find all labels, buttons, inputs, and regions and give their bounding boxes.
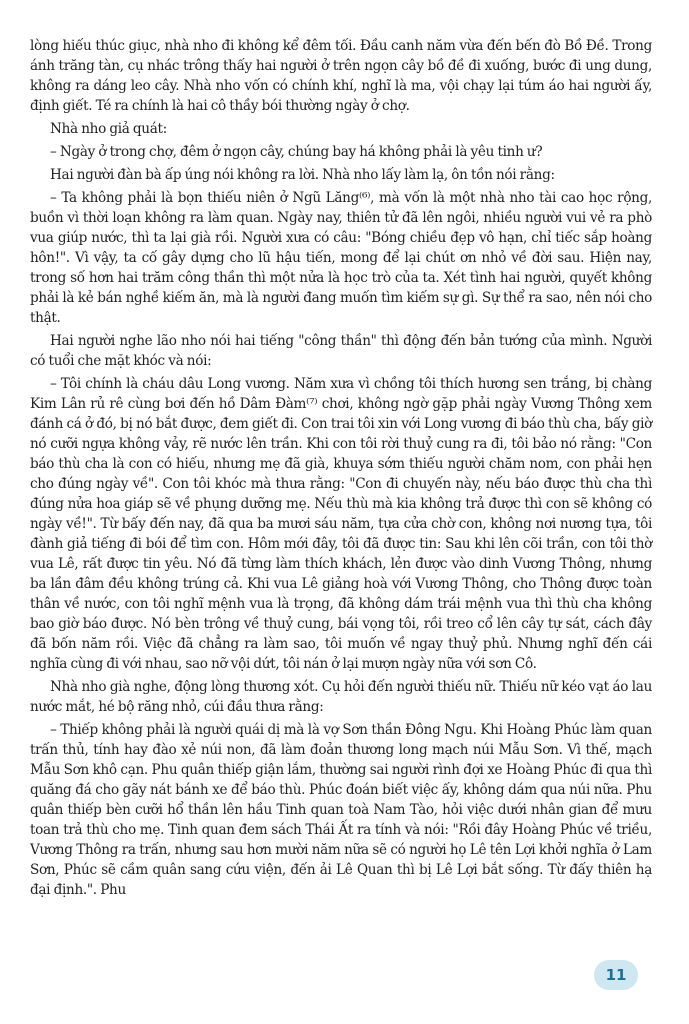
paragraph-3: – Ngày ở trong chợ, đêm ở ngọn cây, chúng bay há không phải là yêu tinh ư? <box>50 144 543 160</box>
paragraph-4: Hai người đàn bà ấp úng nói không ra lời. Nhà nho lấy làm lạ, ôn tồn nói rằng: <box>50 167 555 183</box>
page-body <box>30 36 652 903</box>
paragraph-6: Hai người nghe lão nho nói hai tiếng "công thần" thì động đến bản tướng của mình. Người có tuổi che mặt khóc và nói: <box>30 333 652 369</box>
paragraph-7: – Tôi chính là cháu dâu Long vương. Năm xưa vì chồng tôi thích hương sen trắng, bị chàng Kim Lân rủ rê cùng bơi đến hồ Dâm Đàm⁽⁷⁾ chơi, không ngờ gặp phải ngày Vương Thông xem đánh cá ở đó, bị nó bắt được, đem giết đi. Con trai tôi xin với Long vương đi báo thù cha, bấy giờ nó cưỡi ngựa không vảy, rẽ nước lên trần. Khi con tôi rời thuỷ cung ra đi, tôi bảo nó rằng: "Con báo thù cha là con có hiếu, nhưng mẹ đã già, khuya sớm thiếu người chăm nom, con phải hẹn cho đúng ngày về". Con tôi khóc mà thưa rằng: "Con đi chuyến này, nếu báo được thù cha thì đúng nửa hoa giáp sẽ về phụng dưỡng mẹ. Nếu thù mà kia không trả được thì con sẽ không có ngày về!". Từ bấy đến nay, đã qua ba mươi sáu năm, tựa cửa chờ con, không nơi nương tựa, tôi đành giả tiếng đi bói để tìm con. Hôm mới đây, tôi đã được tin: Sau khi lên cõi trần, con tôi thờ vua Lê, rất được tin yêu. Nó đã từng làm thích khách, lẻn được vào dinh Vương Thông, nhưng ba lần đâm đều không trúng cả. Khi vua Lê giảng hoà với Vương Thông, cho Thông được toàn thân về nước, con tôi nghĩ mệnh vua là trọng, đã không dám trái mệnh vua thì thù cha không bao giờ báo được. Nó bèn trông về thuỷ cung, bái vọng tôi, rồi treo cổ lên cây tự sát, cách đây đã bốn năm rồi. Việc đã chẳng ra làm sao, tôi muốn về ngay thuỷ phủ. Nhưng nghĩ đến cái nghĩa cùng đi với nhau, sao nỡ vội dứt, tôi nán ở lại mượn ngày nữa với sơn Cô. <box>30 376 652 672</box>
paragraph-8: Nhà nho già nghe, động lòng thương xót. Cụ hỏi đến người thiếu nữ. Thiếu nữ kéo vạt áo lau nước mắt, hé bộ răng nhỏ, cúi đầu thưa rằng: <box>30 679 652 715</box>
paragraph-9: – Thiếp không phải là người quái dị mà là vợ Sơn thần Đông Ngu. Khi Hoàng Phúc làm quan trấn thủ, tính hay đào xẻ núi non, đã làm đoản thương long mạch núi Mẫu Sơn. Vì thế, mạch Mẫu Sơn khô cạn. Phu quân thiếp giận lắm, thường sai người rình đợi xe Hoàng Phúc đi qua thì quăng đá cho gãy nát bánh xe để báo thù. Phúc đoán biết việc ấy, không dám qua núi nữa. Phu quân thiếp bèn cưỡi hổ thần lên hầu Tinh quan toà Nam Tào, hỏi việc dưới nhân gian để mưu toan trả thù cho mẹ. Tinh quan đem sách Thái Ất ra tính và nói: "Rồi đây Hoàng Phúc về triều, Vương Thông ra trấn, nhưng sau hơn mười năm nữa sẽ có người họ Lê tên Lợi khởi nghĩa ở Lam Sơn, Phúc sẽ cầm quân sang cứu viện, đến ải Lê Quan thì bị Lê Lợi bắt sống. Từ đấy thiên hạ đại định.". Phu <box>30 722 652 898</box>
paragraph-1: lòng hiếu thúc giục, nhà nho đi không kể đêm tối. Đầu canh năm vừa đến bến đò Bồ Đề. Trong ánh trăng tàn, cụ nhác trông thấy hai người ở trên ngọn cây bồ đề đi xuống, bước đi ung dung, không ra dáng leo cây. Nhà nho vốn có chính khí, nghĩ là ma, vội chạy lại túm áo hai người ấy, định giết. Té ra chính là hai cô thầy bói thường ngày ở chợ. <box>30 38 652 114</box>
paragraph-5: – Ta không phải là bọn thiếu niên ở Ngũ Lăng⁽⁶⁾, mà vốn là một nhà nho tài cao học rộng, buồn vì thời loạn không ra làm quan. Ngày nay, thiên tử đã lên ngôi, nhiều người vui vẻ ra phò vua giúp nước, thì ta lại già rồi. Người xưa có câu: "Bóng chiều đẹp vô hạn, chỉ tiếc sắp hoàng hôn!". Vì vậy, ta cố gây dựng cho lũ hậu tiến, mong để lại chút ơn nhỏ về đời sau. Hiện nay, trong số hơn hai trăm công thần thì một nửa là học trò của ta. Xét tình hai người, quyết không phải là kẻ bán nghề kiếm ăn, mà là người đang muốn tìm kiếm sự gì. Sự thể ra sao, nên nói cho thật. <box>30 190 652 326</box>
paragraph-2: Nhà nho giả quát: <box>50 121 167 137</box>
page-number: 11 <box>594 960 638 990</box>
